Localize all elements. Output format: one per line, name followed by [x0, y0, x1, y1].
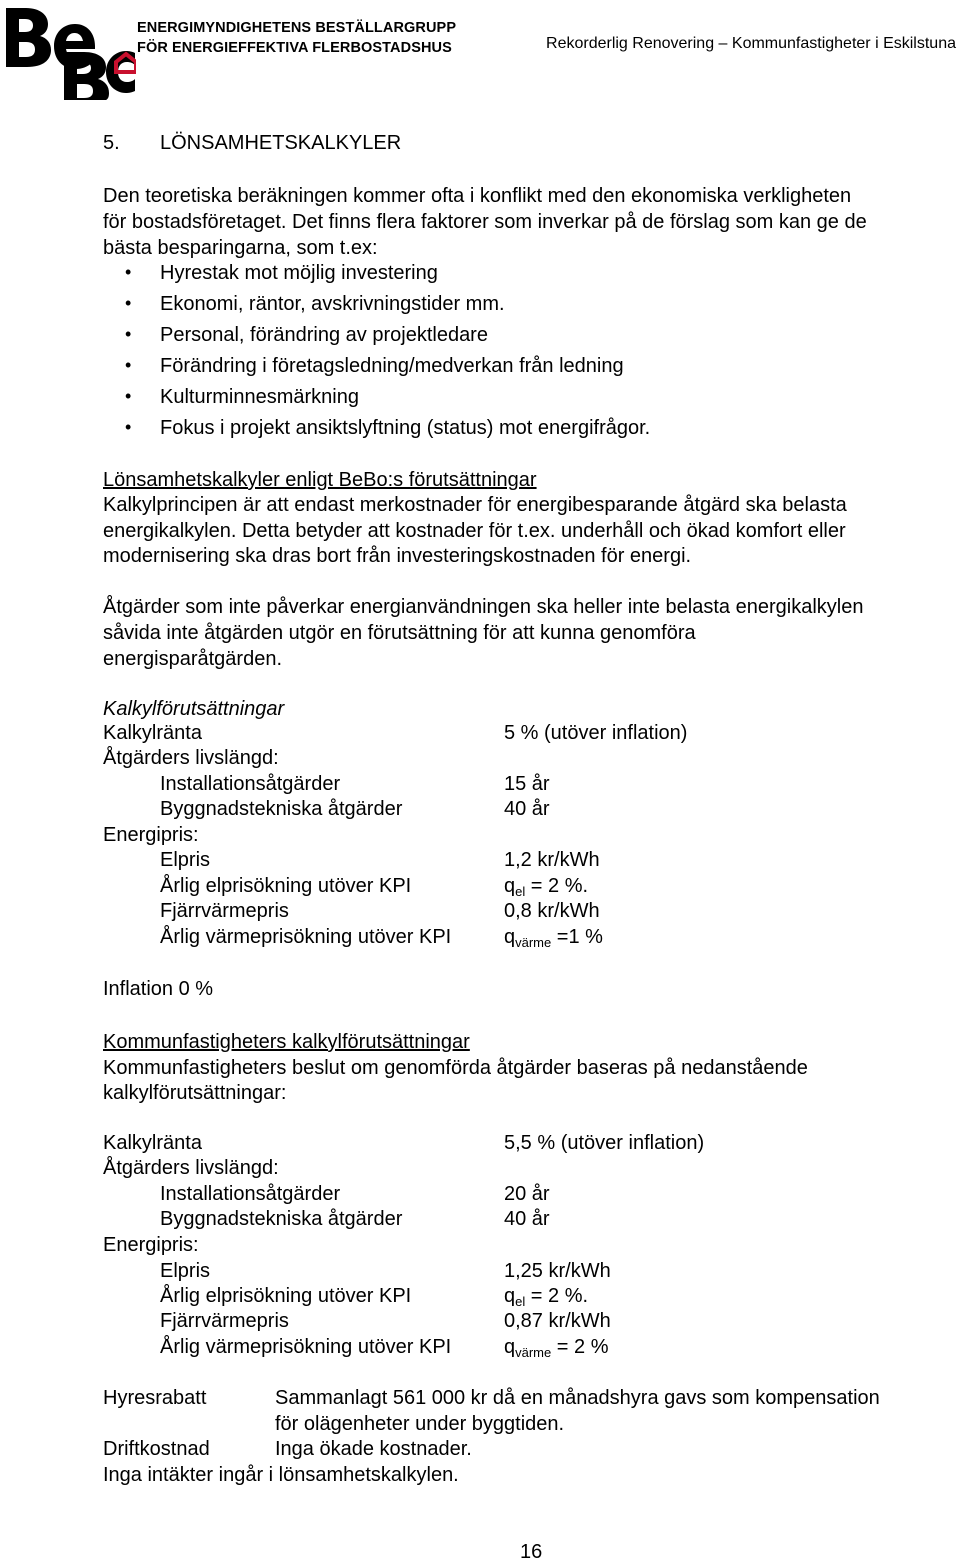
district-heating-price-value: 0,87 kr/kWh: [504, 1310, 611, 1332]
list-item: • Kulturminnesmärkning: [160, 386, 359, 409]
electricity-increase-label: Årlig elprisökning utöver KPI: [160, 875, 412, 897]
rate-value: 5,5 % (utöver inflation): [504, 1132, 705, 1154]
paragraph-line: energisparåtgärden.: [103, 648, 283, 670]
electricity-increase-value: [504, 1285, 588, 1309]
section-number: 5.: [103, 132, 120, 154]
q-symbol: q: [504, 875, 516, 897]
heating-increase-label: Årlig värmeprisökning utöver KPI: [160, 1336, 452, 1358]
rate-value: 5 % (utöver inflation): [504, 722, 688, 744]
building-value: 40 år: [504, 1208, 550, 1230]
list-item: • Hyrestak mot möjlig investering: [160, 262, 438, 285]
q-symbol: q: [504, 1336, 516, 1358]
building-label: Byggnadstekniska åtgärder: [160, 798, 403, 820]
page-number: 16: [520, 1541, 543, 1563]
paragraph-line: såvida inte åtgärden utgör en förutsättning för att kunna genomföra: [103, 622, 696, 644]
electricity-price-label: Elpris: [160, 849, 211, 871]
heating-increase-label: Årlig värmeprisökning utöver KPI: [160, 926, 452, 948]
district-heating-price-label: Fjärrvärmepris: [160, 1310, 289, 1332]
organization-name: [137, 18, 456, 58]
list-item: • Fokus i projekt ansiktslyftning (status) mot energifrågor.: [160, 417, 650, 440]
operating-cost-label: Driftkostnad: [103, 1438, 210, 1460]
building-label: Byggnadstekniska åtgärder: [160, 1208, 403, 1230]
paragraph-line: kalkylförutsättningar:: [103, 1082, 287, 1104]
electricity-increase-value: [504, 875, 588, 899]
paragraph-line: Kommunfastigheters beslut om genomförda åtgärder baseras på nedanstående: [103, 1057, 808, 1079]
list-item: • Förändring i företagsledning/medverkan från ledning: [160, 355, 624, 378]
kommun-heading: Kommunfastigheters kalkylförutsättningar: [103, 1031, 470, 1053]
q-subscript: värme: [515, 1345, 552, 1360]
q-subscript: el: [515, 884, 526, 899]
q-value: = 2 %.: [525, 1285, 589, 1307]
lifetime-label: Åtgärders livslängd:: [103, 747, 279, 769]
q-symbol: q: [504, 926, 516, 948]
energy-price-label: Energipris:: [103, 1234, 199, 1256]
energy-price-label: Energipris:: [103, 824, 199, 846]
kalkyl-heading: Kalkylförutsättningar: [103, 698, 285, 720]
rent-discount-text: för olägenheter under byggtiden.: [275, 1413, 565, 1435]
q-symbol: q: [504, 1285, 516, 1307]
paragraph-line: modernisering ska dras bort från investeringskostnaden för energi.: [103, 545, 692, 567]
heating-increase-value: [504, 926, 603, 950]
rent-discount-label: Hyresrabatt: [103, 1387, 207, 1409]
electricity-price-value: 1,25 kr/kWh: [504, 1260, 611, 1282]
paragraph-line: Kalkylprincipen är att endast merkostnader för energibesparande åtgärd ska belasta: [103, 494, 847, 516]
inflation-text: Inflation 0 %: [103, 978, 214, 1000]
installation-value: 15 år: [504, 773, 550, 795]
bebo-heading: Lönsamhetskalkyler enligt BeBo:s förutsättningar: [103, 469, 537, 491]
intro-line: bästa besparingarna, som t.ex:: [103, 237, 378, 259]
rent-discount-text: Sammanlagt 561 000 kr då en månadshyra gavs som kompensation: [275, 1387, 880, 1409]
organization-line-1: ENERGIMYNDIGHETENS BESTÄLLARGRUPP: [137, 20, 457, 36]
running-title: Rekorderlig Renovering – Kommunfastigheter i Eskilstuna: [546, 35, 956, 52]
organization-line-2: FÖR ENERGIEFFEKTIVA FLERBOSTADSHUS: [137, 40, 452, 56]
lifetime-label: Åtgärders livslängd:: [103, 1157, 279, 1179]
district-heating-price-value: 0,8 kr/kWh: [504, 900, 600, 922]
rate-label: Kalkylränta: [103, 1132, 202, 1154]
list-item: • Ekonomi, räntor, avskrivningstider mm.: [160, 293, 505, 316]
installation-value: 20 år: [504, 1183, 550, 1205]
q-value: = 2 %: [551, 1336, 609, 1358]
installation-label: Installationsåtgärder: [160, 773, 341, 795]
electricity-increase-label: Årlig elprisökning utöver KPI: [160, 1285, 412, 1307]
q-value: =1 %: [551, 926, 603, 948]
intro-line: för bostadsföretaget. Det finns flera faktorer som inverkar på de förslag som kan ge de: [103, 211, 867, 233]
bebo-logo: [2, 2, 136, 100]
electricity-price-label: Elpris: [160, 1260, 211, 1282]
operating-cost-text: Inga ökade kostnader.: [275, 1438, 472, 1460]
list-item: • Personal, förändring av projektledare: [160, 324, 488, 347]
district-heating-price-label: Fjärrvärmepris: [160, 900, 289, 922]
section-title: LÖNSAMHETSKALKYLER: [160, 132, 402, 154]
q-subscript: el: [515, 1294, 526, 1309]
closing-text: Inga intäkter ingår i lönsamhetskalkylen.: [103, 1464, 459, 1486]
heating-increase-value: [504, 1336, 609, 1360]
rate-label: Kalkylränta: [103, 722, 202, 744]
intro-line: Den teoretiska beräkningen kommer ofta i konflikt med den ekonomiska verkligheten: [103, 185, 852, 207]
installation-label: Installationsåtgärder: [160, 1183, 341, 1205]
paragraph-line: Åtgärder som inte påverkar energianvändningen ska heller inte belasta energikalkylen: [103, 596, 864, 618]
q-subscript: värme: [515, 935, 552, 950]
q-value: = 2 %.: [525, 875, 589, 897]
paragraph-line: energikalkylen. Detta betyder att kostnader för t.ex. underhåll och ökad komfort eller: [103, 520, 846, 542]
section-heading: [103, 132, 401, 155]
electricity-price-value: 1,2 kr/kWh: [504, 849, 600, 871]
building-value: 40 år: [504, 798, 550, 820]
